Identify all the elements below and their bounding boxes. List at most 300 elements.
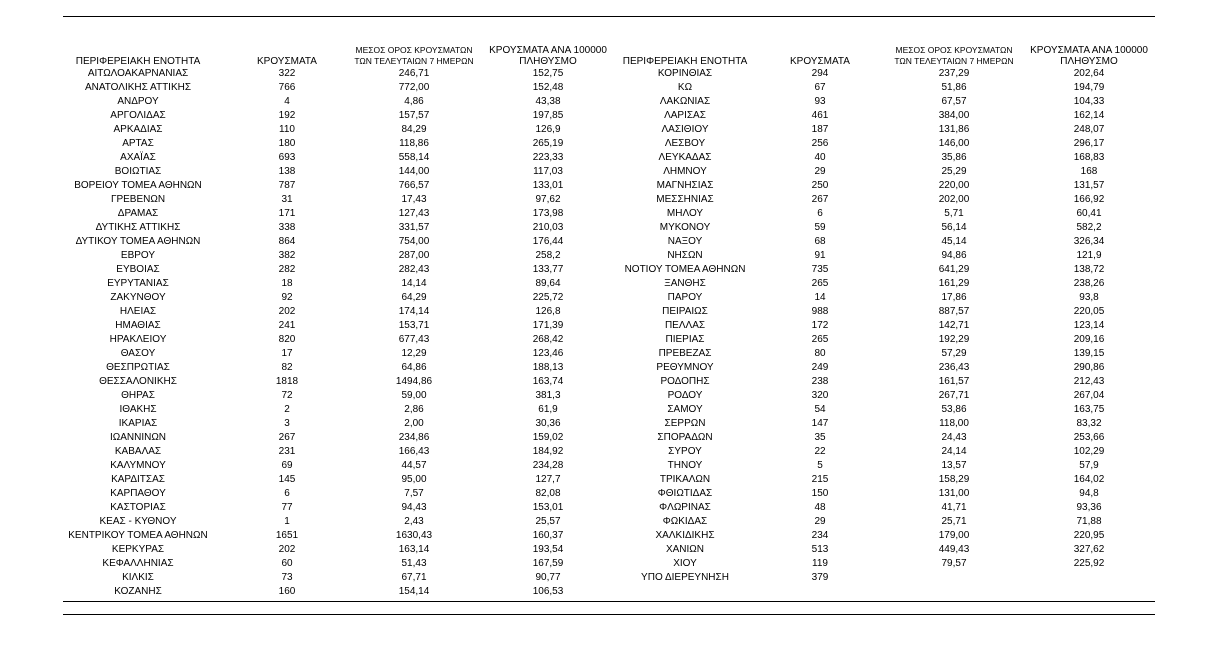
table-cell: ΠΡΕΒΕΖΑΣ [658, 348, 712, 359]
table-cell: 234 [811, 530, 829, 541]
table-cell: 92 [281, 292, 293, 303]
table-cell: 249 [811, 362, 829, 373]
left-per100k-header: ΚΡΟΥΣΜΑΤΑ ΑΝΑ 100000 ΠΛΗΘΥΣΜΟ [489, 45, 607, 67]
right-per100k-column [1024, 40, 1154, 585]
table-cell: 338 [278, 222, 296, 233]
table-cell: 161,57 [938, 376, 970, 387]
table-cell: 160 [278, 586, 296, 597]
table-cell: 64,29 [401, 292, 427, 303]
table-cell: 212,43 [1073, 376, 1105, 387]
table-cell: 282,43 [398, 264, 430, 275]
table-cell: 154,14 [398, 586, 430, 597]
table-cell: 210,03 [532, 222, 564, 233]
table-cell: 59 [814, 222, 826, 233]
table-cell: 192 [278, 110, 296, 121]
table-cell: 820 [278, 334, 296, 345]
right-region-cells [618, 67, 752, 585]
table-cell: 138,72 [1073, 264, 1105, 275]
table-cell: 241 [278, 320, 296, 331]
left-region-column [68, 40, 208, 599]
table-cell: 152,75 [532, 68, 564, 79]
table-cell: 54 [814, 404, 826, 415]
table-cell: 61,9 [538, 404, 558, 415]
table-cell: 2,00 [404, 418, 424, 429]
table-cell: 237,29 [938, 68, 970, 79]
table-cell: 94,86 [941, 250, 967, 261]
table-cell: 123,46 [532, 348, 564, 359]
table-cell: 139,15 [1073, 348, 1105, 359]
table-cell: ΣΕΡΡΩΝ [664, 418, 706, 429]
table-cell: 79,57 [941, 558, 967, 569]
table-cell: 73 [281, 572, 293, 583]
table-cell: 131,86 [938, 124, 970, 135]
table-cell: 25,71 [941, 516, 967, 527]
table-cell: ΥΠΟ ΔΙΕΡΕΥΝΗΣΗ [641, 572, 729, 583]
table-cell: 253,66 [1073, 432, 1105, 443]
table-cell: ΗΛΕΙΑΣ [119, 306, 157, 317]
table-cell: 142,71 [938, 320, 970, 331]
table-cell: ΚΕΡΚΥΡΑΣ [111, 544, 165, 555]
top-rule [63, 16, 1155, 17]
table-cell: 118,86 [399, 138, 429, 149]
table-cell: 1494,86 [395, 376, 433, 387]
table-cell: 220,05 [1073, 306, 1105, 317]
table-cell: 248,07 [1073, 124, 1105, 135]
table-cell: 68 [814, 236, 826, 247]
table-cell: 127,43 [398, 208, 430, 219]
right-region-header: ΠΕΡΙΦΕΡΕΙΑΚΗ ΕΝΟΤΗΤΑ [622, 56, 748, 67]
table-cell: 215 [811, 474, 829, 485]
table-cell: ΠΑΡΟΥ [667, 292, 703, 303]
table-cell: 294 [811, 68, 829, 79]
table-cell: 256 [811, 138, 829, 149]
table-cell: 677,43 [398, 334, 430, 345]
table-cell: ΙΩΑΝΝΙΝΩΝ [109, 432, 167, 443]
table-cell: ΦΘΙΩΤΙΔΑΣ [657, 488, 713, 499]
table-cell: 162,14 [1073, 110, 1105, 121]
table-cell: 188,13 [532, 362, 564, 373]
table-cell: ΡΟΔΟΠΗΣ [660, 376, 710, 387]
table-cell: ΝΗΣΩΝ [667, 250, 703, 261]
table-cell: 1630,43 [395, 530, 433, 541]
table-cell: 51,86 [941, 82, 967, 93]
table-cell: ΕΥΡΥΤΑΝΙΑΣ [107, 278, 169, 289]
table-cell: ΕΒΡΟΥ [120, 250, 156, 261]
table-cell: 13,57 [941, 460, 967, 471]
table-cell: ΙΘΑΚΗΣ [119, 404, 157, 415]
table-cell: 225,92 [1073, 558, 1105, 569]
table-cell: 331,57 [398, 222, 430, 233]
table-cell: 267 [278, 432, 296, 443]
table-cell: 236,43 [938, 362, 970, 373]
table-cell: 202,64 [1073, 68, 1105, 79]
table-cell: 4,86 [404, 96, 424, 107]
table-cell: 117,03 [533, 166, 563, 177]
table-cell: 60 [281, 558, 293, 569]
right-per100k-cells [1024, 67, 1154, 585]
table-cell: ΑΝΑΤΟΛΙΚΗΣ ΑΤΤΙΚΗΣ [84, 82, 192, 93]
table-cell: ΜΕΣΣΗΝΙΑΣ [656, 194, 714, 205]
table-cell: 513 [811, 544, 829, 555]
table-cell: 157,57 [398, 110, 430, 121]
table-cell: ΘΕΣΣΑΛΟΝΙΚΗΣ [99, 376, 177, 387]
table-cell: 83,32 [1076, 418, 1102, 429]
table-cell: 1818 [275, 376, 299, 387]
table-cell: 97,62 [535, 194, 561, 205]
table-cell: 558,14 [398, 152, 430, 163]
table-cell: ΣΑΜΟΥ [667, 404, 703, 415]
table-cell: 202 [278, 544, 296, 555]
table-cell: 176,44 [532, 236, 564, 247]
table-cell: ΜΥΚΟΝΟΥ [659, 222, 711, 233]
right-avg7-column [892, 40, 1016, 585]
table-cell: 30,36 [535, 418, 561, 429]
table-cell: 693 [278, 152, 296, 163]
table-cell: 84,29 [401, 124, 427, 135]
table-cell: 126,8 [535, 306, 561, 317]
table-cell: 296,17 [1073, 138, 1105, 149]
table-cell: 31 [281, 194, 293, 205]
table-cell: 220,95 [1073, 530, 1105, 541]
table-cell: 64,86 [401, 362, 427, 373]
table-cell: ΚΙΛΚΙΣ [122, 572, 154, 583]
table-cell: 2,86 [404, 404, 424, 415]
table-cell: 158,29 [938, 474, 970, 485]
table-cell: 110 [279, 124, 295, 135]
table-cell: 159,02 [532, 432, 564, 443]
table-cell: 461 [811, 110, 829, 121]
table-cell: ΓΡΕΒΕΝΩΝ [110, 194, 166, 205]
table-cell: 145 [278, 474, 296, 485]
table-cell: 2,43 [404, 516, 424, 527]
left-cases-column [242, 40, 332, 599]
table-cell: 95,00 [401, 474, 427, 485]
table-cell: 194,79 [1073, 82, 1105, 93]
table-cell: ΚΑΣΤΟΡΙΑΣ [110, 502, 166, 513]
table-cell: 988 [811, 306, 829, 317]
table-cell: 168 [1080, 166, 1098, 177]
left-region-cells [68, 67, 208, 599]
table-cell: 106,53 [532, 586, 564, 597]
table-cell: ΚΑΛΥΜΝΟΥ [110, 460, 166, 471]
table-cell: 153,01 [532, 502, 564, 513]
table-cell: 5,71 [944, 208, 964, 219]
table-cell: 43,38 [535, 96, 561, 107]
right-region-column [618, 40, 752, 585]
table-cell [892, 571, 1016, 585]
table-cell: 153,71 [398, 320, 430, 331]
table-cell: ΝΑΞΟΥ [667, 236, 703, 247]
table-cell: 641,29 [938, 264, 970, 275]
table-cell: 1 [284, 516, 290, 527]
table-cell: 163,14 [398, 544, 430, 555]
table-cell: 17,86 [941, 292, 967, 303]
table-cell: 29 [814, 516, 826, 527]
table-cell: 71,88 [1076, 516, 1102, 527]
table-cell: ΚΕΝΤΡΙΚΟΥ ΤΟΜΕΑ ΑΘΗΝΩΝ [68, 530, 208, 541]
table-cell: ΜΑΓΝΗΣΙΑΣ [656, 180, 714, 191]
table-cell: 384,00 [938, 110, 970, 121]
table-cell: 138 [278, 166, 296, 177]
table-cell: 93 [814, 96, 826, 107]
table-cell: 193,54 [532, 544, 564, 555]
table-cell: 864 [278, 236, 296, 247]
table-cell: 118,00 [939, 418, 969, 429]
table-cell: ΑΧΑΪΑΣ [120, 152, 156, 163]
table-cell: 133,01 [532, 180, 564, 191]
table-cell: 57,9 [1079, 460, 1099, 471]
table-cell: 250 [811, 180, 829, 191]
table-cell: 126,9 [535, 124, 561, 135]
table-cell: 4 [284, 96, 290, 107]
table-cell: 7,57 [404, 488, 424, 499]
table-cell: ΔΥΤΙΚΟΥ ΤΟΜΕΑ ΑΘΗΝΩΝ [75, 236, 201, 247]
table-cell: ΠΙΕΡΙΑΣ [665, 334, 705, 345]
left-avg7-cells [352, 67, 476, 599]
table-cell: ΡΕΘΥΜΝΟΥ [656, 362, 714, 373]
table-cell: ΛΕΣΒΟΥ [664, 138, 706, 149]
left-region-header: ΠΕΡΙΦΕΡΕΙΑΚΗ ΕΝΟΤΗΤΑ [75, 56, 201, 67]
table-cell: 381,3 [535, 390, 561, 401]
table-cell: 35,86 [941, 152, 967, 163]
right-cases-header: ΚΡΟΥΣΜΑΤΑ [790, 56, 850, 67]
table-cell: ΒΟΙΩΤΙΑΣ [114, 166, 162, 177]
table-cell: 735 [811, 264, 829, 275]
table-cell: ΧΑΝΙΩΝ [665, 544, 705, 555]
table-cell: 57,29 [941, 348, 967, 359]
right-per100k-header: ΚΡΟΥΣΜΑΤΑ ΑΝΑ 100000 ΠΛΗΘΥΣΜΟ [1030, 45, 1148, 67]
table-cell: ΦΩΚΙΔΑΣ [662, 516, 708, 527]
table-cell: ΚΟΖΑΝΗΣ [114, 586, 162, 597]
table-cell: 161,29 [938, 278, 970, 289]
table-cell: 48 [814, 502, 826, 513]
table-cell: 267,71 [938, 390, 970, 401]
table-cell: 223,33 [532, 152, 564, 163]
table-cell [1024, 571, 1154, 585]
table-cell: 93,8 [1079, 292, 1099, 303]
table-cell: 267,04 [1073, 390, 1105, 401]
table-cell: 5 [817, 460, 823, 471]
table-cell: 180 [278, 138, 296, 149]
left-per100k-cells [484, 67, 612, 599]
table-cell: 14,14 [401, 278, 427, 289]
table-cell: 174,14 [398, 306, 430, 317]
table-cell: 887,57 [938, 306, 970, 317]
table-cell: 29 [814, 166, 826, 177]
table-cell: ΠΕΙΡΑΙΩΣ [662, 306, 708, 317]
table-cell: 94,43 [401, 502, 427, 513]
table-cell: ΖΑΚΥΝΘΟΥ [110, 292, 166, 303]
table-cell: 449,43 [938, 544, 970, 555]
table-cell: ΦΛΩΡΙΝΑΣ [659, 502, 711, 513]
table-cell: ΚΕΦΑΛΛΗΝΙΑΣ [102, 558, 174, 569]
table-cell: 102,29 [1073, 446, 1105, 457]
table-cell: 93,36 [1076, 502, 1102, 513]
table-cell: ΛΑΚΩΝΙΑΣ [659, 96, 711, 107]
table-cell: 192,29 [938, 334, 970, 345]
table-cell: ΔΡΑΜΑΣ [117, 208, 159, 219]
table-cell: 231 [278, 446, 296, 457]
table-cell: 80 [814, 348, 826, 359]
table-cell: 326,34 [1073, 236, 1105, 247]
table-cell: 172 [811, 320, 829, 331]
table-cell: 121,9 [1076, 250, 1102, 261]
table-cell: 382 [278, 250, 296, 261]
table-cell: 287,00 [398, 250, 430, 261]
table-cell: ΛΗΜΝΟΥ [663, 166, 707, 177]
table-cell: 166,92 [1073, 194, 1105, 205]
table-cell: ΣΥΡΟΥ [668, 446, 702, 457]
table-cell: ΧΙΟΥ [673, 558, 697, 569]
table-cell: 197,85 [532, 110, 564, 121]
right-avg7-header: ΜΕΣΟΣ ΟΡΟΣ ΚΡΟΥΣΜΑΤΩΝ ΤΩΝ ΤΕΛΕΥΤΑΙΩΝ 7 ΗΜΕΡΩΝ [894, 45, 1014, 66]
table-cell: ΚΑΒΑΛΑΣ [114, 446, 162, 457]
table-cell: ΘΕΣΠΡΩΤΙΑΣ [106, 362, 170, 373]
table-cell: 320 [811, 390, 829, 401]
table-cell: 265 [811, 278, 829, 289]
table-cell: ΚΑΡΠΑΘΟΥ [110, 488, 166, 499]
table-cell: 163,74 [532, 376, 564, 387]
right-cases-cells [774, 67, 866, 585]
table-cell: ΚΑΡΔΙΤΣΑΣ [111, 474, 165, 485]
table-cell: ΣΠΟΡΑΔΩΝ [657, 432, 713, 443]
left-avg7-header: ΜΕΣΟΣ ΟΡΟΣ ΚΡΟΥΣΜΑΤΩΝ ΤΩΝ ΤΕΛΕΥΤΑΙΩΝ 7 ΗΜΕΡΩΝ [354, 45, 474, 66]
table-cell: ΜΗΛΟΥ [666, 208, 704, 219]
table-cell: ΞΑΝΘΗΣ [664, 278, 706, 289]
table-cell: ΚΕΑΣ - ΚΥΘΝΟΥ [99, 516, 177, 527]
table-cell: ΡΟΔΟΥ [667, 390, 703, 401]
right-cases-column [774, 40, 866, 585]
table-cell: 60,41 [1076, 208, 1102, 219]
table-cell: 202 [278, 306, 296, 317]
table-cell: ΛΕΥΚΑΔΑΣ [658, 152, 712, 163]
table-cell: ΛΑΡΙΣΑΣ [664, 110, 706, 121]
table-cell: 94,8 [1079, 488, 1099, 499]
table-cell: 40 [814, 152, 826, 163]
table-cell: 90,77 [535, 572, 561, 583]
table-cell: ΑΝΔΡΟΥ [117, 96, 159, 107]
table-cell: 69 [281, 460, 293, 471]
table-cell: 131,00 [938, 488, 970, 499]
table-cell: 91 [814, 250, 826, 261]
table-cell: 44,57 [401, 460, 427, 471]
right-avg7-cells [892, 67, 1016, 585]
table-cell: 754,00 [398, 236, 430, 247]
table-cell: 131,57 [1073, 180, 1105, 191]
table-cell: 234,28 [532, 460, 564, 471]
table-cell: 53,86 [941, 404, 967, 415]
table-cell: 160,37 [532, 530, 564, 541]
table-cell: 202,00 [938, 194, 970, 205]
table-cell: ΤΡΙΚΑΛΩΝ [659, 474, 711, 485]
table-cell: 220,00 [938, 180, 970, 191]
table-cell: 268,42 [532, 334, 564, 345]
left-cases-cells [242, 67, 332, 599]
table-cell: 171,39 [532, 320, 564, 331]
table-cell: 18 [281, 278, 293, 289]
table-cell: 41,71 [941, 502, 967, 513]
table-cell: 35 [814, 432, 826, 443]
table-cell: 56,14 [941, 222, 967, 233]
table-cell: ΝΟΤΙΟΥ ΤΟΜΕΑ ΑΘΗΝΩΝ [624, 264, 746, 275]
table-cell: 6 [284, 488, 290, 499]
table-cell: 144,00 [398, 166, 430, 177]
table-cell: 179,00 [938, 530, 970, 541]
table-cell: ΑΡΚΑΔΙΑΣ [113, 124, 163, 135]
table-cell: ΧΑΛΚΙΔΙΚΗΣ [655, 530, 715, 541]
table-cell: ΙΚΑΡΙΑΣ [118, 418, 158, 429]
table-cell: 379 [811, 572, 829, 583]
table-cell: 238,26 [1073, 278, 1105, 289]
table-cell: 290,86 [1073, 362, 1105, 373]
table-cell: 267 [811, 194, 829, 205]
table-cell: 225,72 [532, 292, 564, 303]
table-cell: 184,92 [532, 446, 564, 457]
table-cell: 72 [281, 390, 293, 401]
table-cell: 1651 [275, 530, 299, 541]
table-cell: 167,59 [532, 558, 564, 569]
table-cell: 6 [817, 208, 823, 219]
table-cell: 51,43 [401, 558, 427, 569]
table-cell: 166,43 [398, 446, 430, 457]
table-cell: 25,29 [941, 166, 967, 177]
table-cell: 787 [278, 180, 296, 191]
table-cell: 3 [284, 418, 290, 429]
table-cell: 22 [814, 446, 826, 457]
table-cell: ΚΩ [677, 82, 693, 93]
table-cell: ΑΡΤΑΣ [122, 138, 154, 149]
table-cell: 146,00 [938, 138, 970, 149]
table-cell: 265,19 [532, 138, 564, 149]
table-cell: 147 [811, 418, 829, 429]
table-cell: 2 [284, 404, 290, 415]
table-cell: 258,2 [535, 250, 561, 261]
left-per100k-column [484, 40, 612, 599]
table-cell: 127,7 [535, 474, 561, 485]
table-cell: 168,83 [1073, 152, 1105, 163]
table-cell: 123,14 [1073, 320, 1105, 331]
table-cell: 772,00 [398, 82, 430, 93]
table-cell: 164,02 [1073, 474, 1105, 485]
table-cell: 582,2 [1076, 222, 1102, 233]
table-cell: 187 [811, 124, 829, 135]
table-cell: 67 [814, 82, 826, 93]
table-cell: 327,62 [1073, 544, 1105, 555]
table-cell: ΘΗΡΑΣ [121, 390, 155, 401]
table-cell: 104,33 [1073, 96, 1105, 107]
table-cell: 150 [811, 488, 829, 499]
table-cell: ΕΥΒΟΙΑΣ [116, 264, 160, 275]
table-cell: 766 [278, 82, 296, 93]
table-cell: 82 [281, 362, 293, 373]
table-cell: 45,14 [941, 236, 967, 247]
table-cell: 77 [281, 502, 293, 513]
table-cell: 246,71 [398, 68, 430, 79]
table-cell: 89,64 [535, 278, 561, 289]
table-cell: ΛΑΣΙΘΙΟΥ [661, 124, 709, 135]
left-avg7-column [352, 40, 476, 599]
table-cell: ΘΑΣΟΥ [120, 348, 156, 359]
table-cell: 322 [278, 68, 296, 79]
table-cell: 14 [814, 292, 826, 303]
table-cell: 67,57 [941, 96, 967, 107]
table-cell: ΑΙΤΩΛΟΑΚΑΡΝΑΝΙΑΣ [87, 68, 189, 79]
table-cell: 59,00 [401, 390, 427, 401]
table-cell: ΑΡΓΟΛΙΔΑΣ [110, 110, 166, 121]
table-cell: 133,77 [532, 264, 564, 275]
table-cell: 12,29 [401, 348, 427, 359]
table-cell: 171 [278, 208, 296, 219]
